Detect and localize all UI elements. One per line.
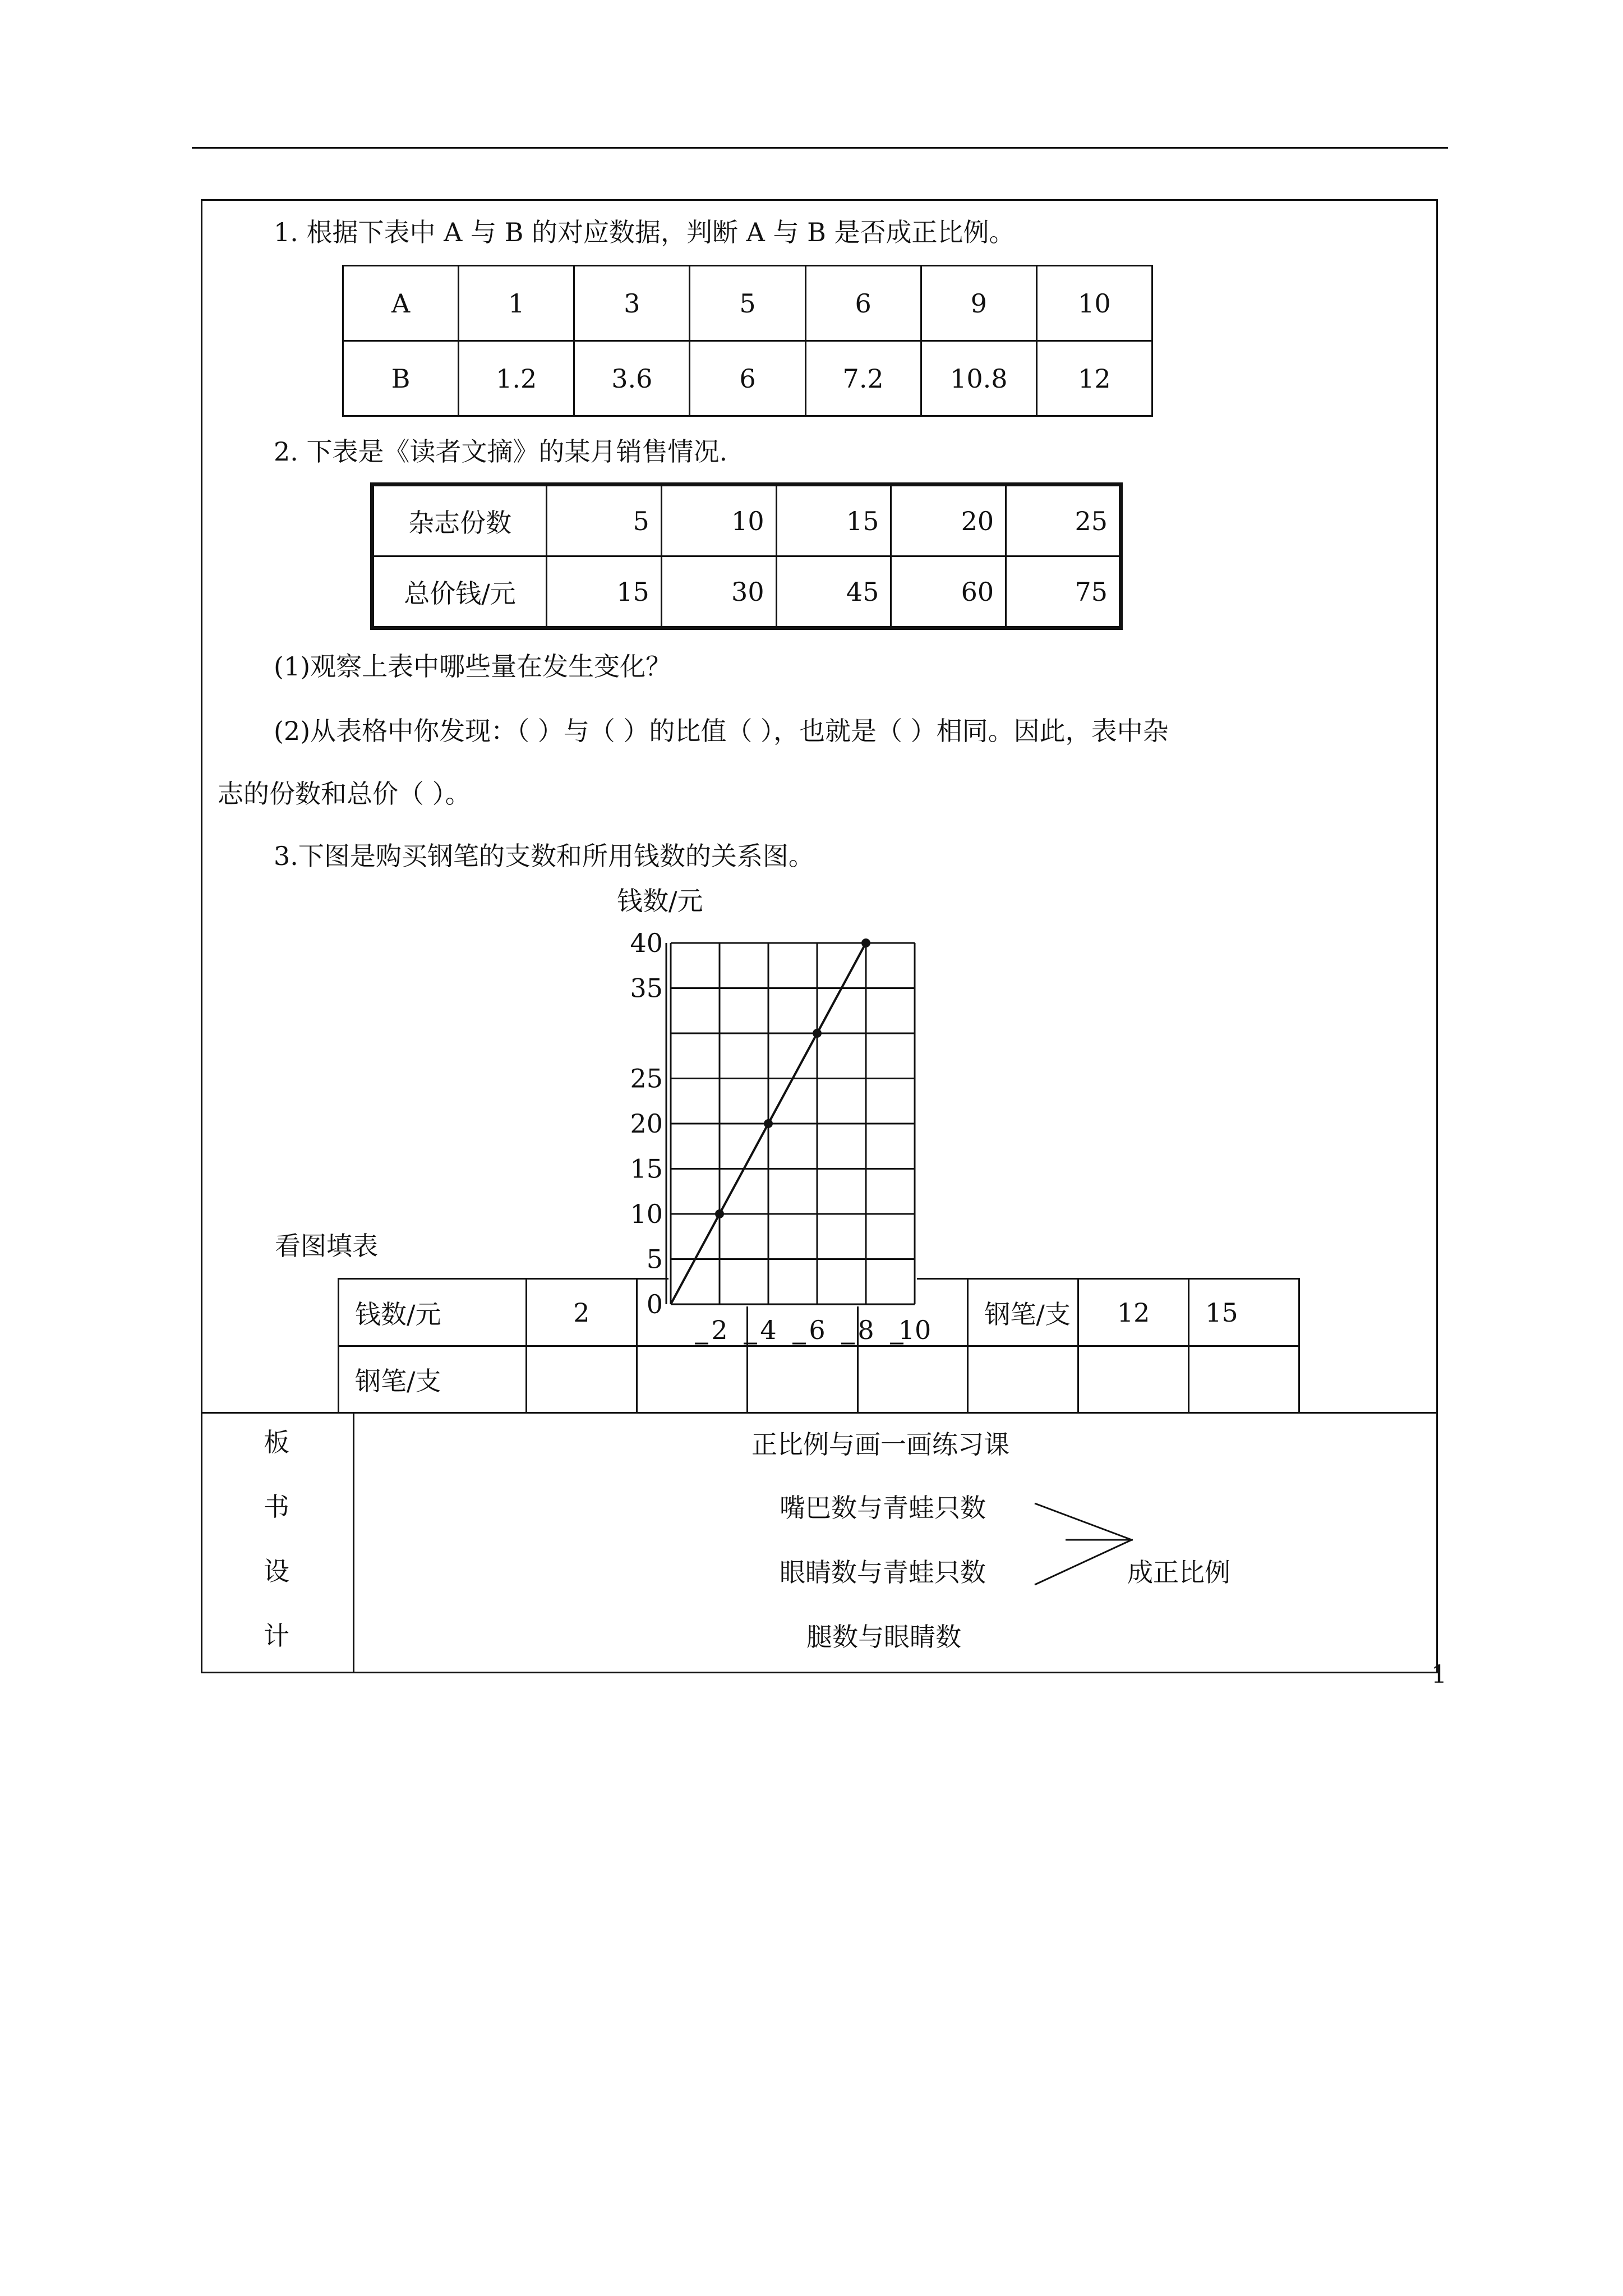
q3-cell: 钱数/元 [339, 1279, 527, 1346]
q1-cell: 1.2 [459, 341, 574, 416]
board-column-divider [353, 1412, 354, 1673]
y-tick-label: 10 [630, 1199, 663, 1229]
board-title: 正比例与画一画练习课 [751, 1429, 1009, 1460]
q2-cell: 10 [661, 485, 776, 556]
data-point [764, 1119, 773, 1128]
x-tick-label: 2 [711, 1315, 728, 1345]
q1-cell: 6 [690, 341, 805, 416]
q1-cell: 10.8 [921, 341, 1036, 416]
q2-sub1: (1)观察上表中哪些量在发生变化？ [274, 651, 672, 682]
q1-cell: 5 [690, 266, 805, 341]
q2-cell: 45 [776, 556, 891, 628]
board-side-char: 板 [264, 1427, 289, 1457]
y-tick-label: 15 [630, 1153, 663, 1184]
q2-cell: 75 [1006, 556, 1121, 628]
q3-cell: 钢笔/支 [968, 1279, 1078, 1346]
q1-cell: 3.6 [574, 341, 690, 416]
board-line3: 腿数与眼睛数 [806, 1622, 961, 1652]
board-line2: 眼睛数与青蛙只数 [780, 1557, 986, 1588]
page-number: 1 [1431, 1660, 1447, 1689]
board-side-char: 计 [264, 1621, 289, 1651]
q3-cell: 钢笔/支 [339, 1346, 527, 1413]
board-line1: 嘴巴数与青蛙只数 [780, 1493, 986, 1523]
q1-text: 1. 根据下表中 A 与 B 的对应数据，判断 A 与 B 是否成正比例。 [274, 217, 1015, 247]
board-conclusion: 成正比例 [1127, 1557, 1230, 1588]
q2-cell: 15 [547, 556, 662, 628]
q1-cell: 6 [805, 266, 921, 341]
data-point [813, 1029, 822, 1038]
q2-sub2-line1: (2)从表格中你发现：（ ）与（ ）的比值（ ），也就是（ ）相同。因此，表中杂 [274, 716, 1169, 746]
q3-text: 3.下图是购买钢笔的支数和所用钱数的关系图。 [274, 841, 814, 871]
board-side-char: 设 [264, 1556, 289, 1586]
q1-cell: 10 [1036, 266, 1152, 341]
q2-cell: 60 [891, 556, 1006, 628]
data-point [715, 1209, 724, 1218]
q2-cell: 25 [1006, 485, 1121, 556]
q1-cell: 1 [459, 266, 574, 341]
q2-cell: 5 [547, 485, 662, 556]
q1-cell: 7.2 [805, 341, 921, 416]
y-tick-label: 40 [630, 928, 663, 958]
x-tick-label: 8 [857, 1315, 874, 1345]
y-tick-label: 35 [630, 973, 663, 1004]
q2-cell: 总价钱/元 [372, 556, 547, 628]
y-tick-label: 5 [646, 1244, 663, 1274]
q2-sub2-line2: 志的份数和总价（ ）。 [218, 779, 471, 809]
q1-cell: A [343, 266, 459, 341]
q3-cell: 15 [1189, 1279, 1299, 1346]
data-point [861, 938, 870, 947]
y-tick-label: 25 [630, 1063, 663, 1094]
y-tick-label: 20 [630, 1108, 663, 1139]
fill-table-label: 看图填表 [275, 1231, 378, 1261]
q1-cell: 3 [574, 266, 690, 341]
q2-cell: 15 [776, 485, 891, 556]
q1-cell: 12 [1036, 341, 1152, 416]
q2-cell: 杂志份数 [372, 485, 547, 556]
x-tick-label: 6 [809, 1315, 826, 1345]
board-side-char: 书 [264, 1492, 289, 1522]
y-axis-label: 钱数/元 [617, 886, 703, 916]
converging-arrow-icon [1032, 1492, 1144, 1593]
q1-cell: B [343, 341, 459, 416]
q2-cell: 20 [891, 485, 1006, 556]
x-tick-label: 10 [898, 1315, 932, 1345]
q3-cell: 2 [527, 1279, 637, 1346]
q3-cell: 12 [1078, 1279, 1189, 1346]
q1-cell: 9 [921, 266, 1036, 341]
x-tick-label: 4 [760, 1315, 777, 1345]
q2-cell: 30 [661, 556, 776, 628]
board-separator [201, 1412, 1438, 1414]
q2-text: 2. 下表是《读者文摘》的某月销售情况. [274, 436, 728, 467]
y-tick-label: 0 [646, 1289, 663, 1319]
